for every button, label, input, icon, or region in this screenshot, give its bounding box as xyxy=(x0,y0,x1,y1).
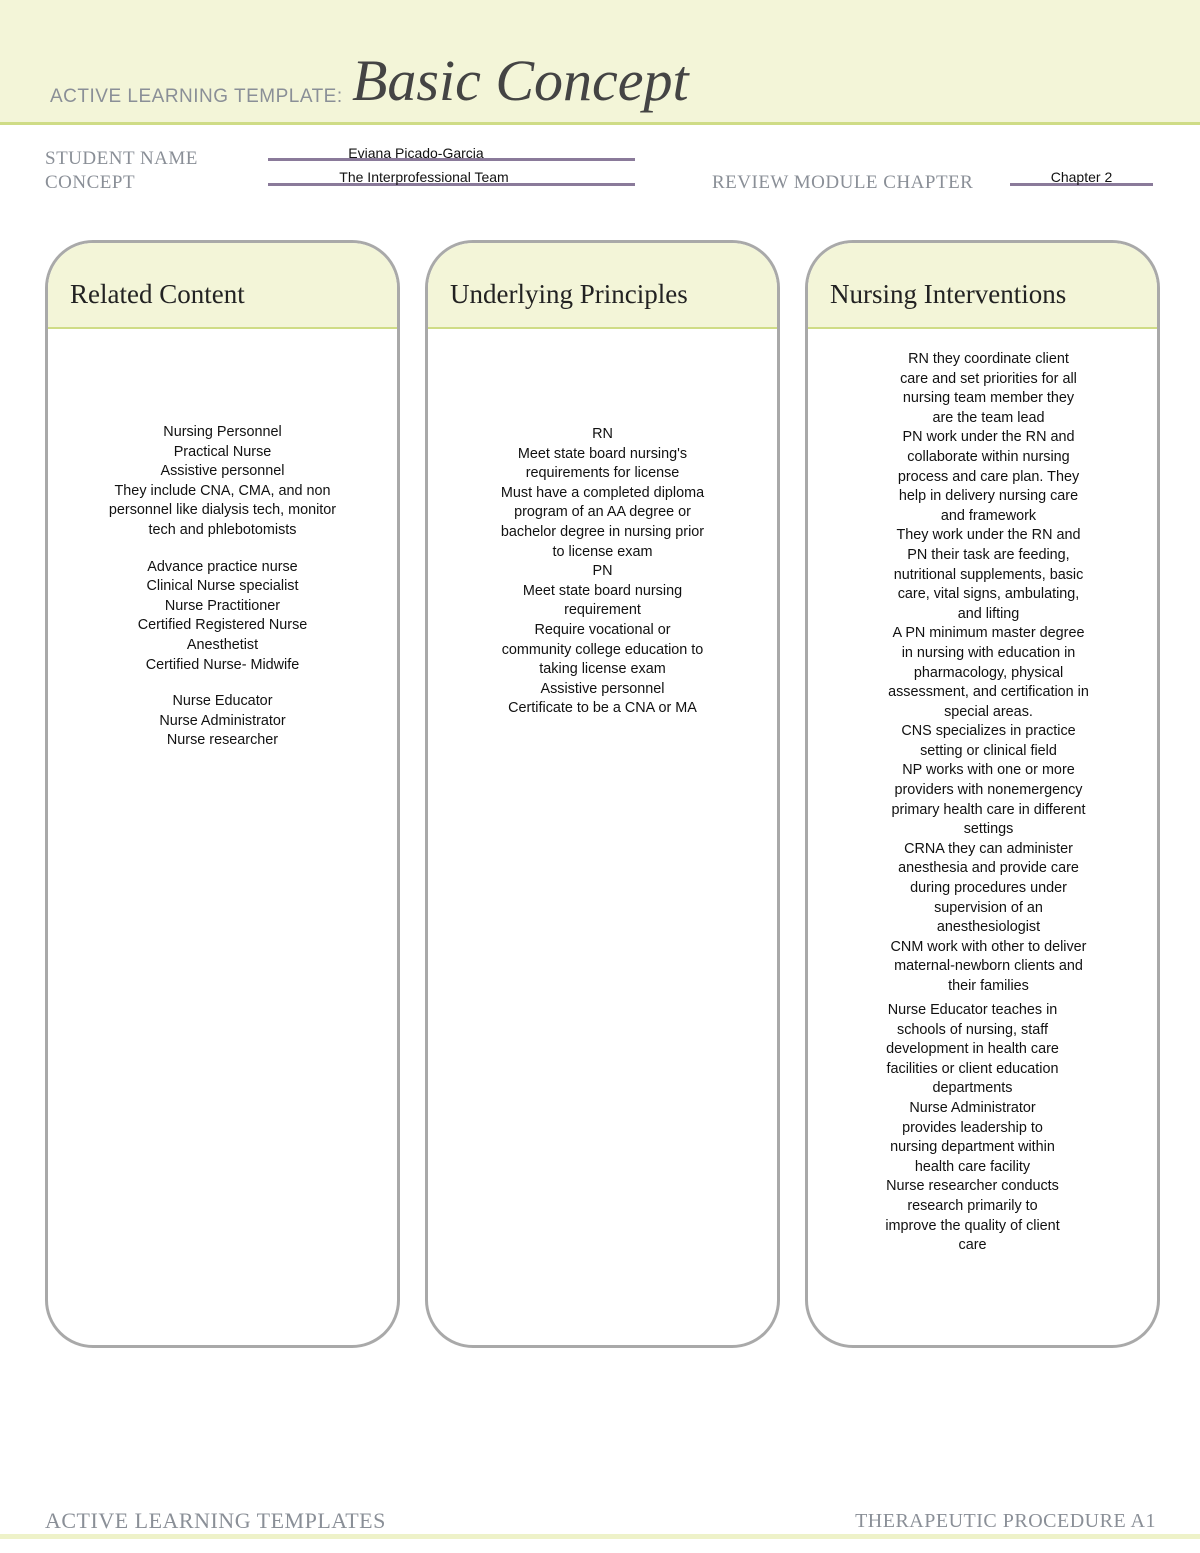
text-line: Certificate to be a CNA or MA xyxy=(508,700,697,717)
text-line: their families xyxy=(948,978,1029,994)
text-line: nursing department within xyxy=(890,1139,1055,1156)
text-line: Meet state board nursing's xyxy=(517,445,688,462)
text-line: They work under the RN and xyxy=(896,527,1081,544)
text-line: A PN minimum master degree xyxy=(892,625,1085,642)
footer-procedure-code: THERAPEUTIC PROCEDURE A1 xyxy=(855,1510,1156,1532)
text-line: Nurse researcher conducts xyxy=(886,1178,1059,1195)
concept-field[interactable]: The Interprofessional Team xyxy=(339,169,509,185)
text-line: research primarily to xyxy=(907,1197,1038,1214)
text-line: supervision of an xyxy=(934,899,1043,916)
text-line: anesthesiologist xyxy=(936,919,1041,936)
text-line: PN xyxy=(592,563,613,580)
text-line: primary health care in different xyxy=(891,801,1086,818)
text-line: care and set priorities for all xyxy=(900,370,1077,387)
nursing-interventions-body-continued[interactable] xyxy=(805,1001,1147,1256)
text-line: pharmacology, physical xyxy=(913,664,1064,681)
student-name-label: STUDENT NAME xyxy=(45,148,198,169)
text-line: Nurse Practitioner xyxy=(164,597,281,614)
text-line: requirement xyxy=(564,602,641,619)
text-line: community college education to xyxy=(501,641,704,658)
text-line: PN work under the RN and xyxy=(902,429,1075,446)
text-line: anesthesia and provide care xyxy=(898,860,1079,877)
text-line: Certified Nurse- Midwife xyxy=(145,656,300,673)
text-line: care, vital signs, ambulating, xyxy=(897,586,1080,603)
text-line: Nursing Personnel xyxy=(163,424,282,440)
text-line: and lifting xyxy=(957,605,1020,622)
text-line: provides leadership to xyxy=(902,1119,1043,1136)
text-line: taking license exam xyxy=(539,661,666,678)
text-line: settings xyxy=(963,821,1014,838)
text-line: Nurse Administrator xyxy=(909,1099,1036,1116)
text-line: assessment, and certification in xyxy=(888,684,1089,701)
text-line: Assistive personnel xyxy=(160,463,285,480)
text-line: providers with nonemergency xyxy=(894,782,1083,799)
underlying-principles-header xyxy=(428,243,777,329)
text-line: Meet state board nursing xyxy=(522,582,683,599)
text-line: process and care plan. They xyxy=(897,468,1080,485)
text-line: special areas. xyxy=(944,703,1033,720)
text-line: during procedures under xyxy=(910,880,1067,897)
header-band xyxy=(0,0,1200,125)
template-label: ACTIVE LEARNING TEMPLATE: xyxy=(50,86,343,107)
text-line: program of an AA degree or xyxy=(514,504,691,521)
text-line: RN they coordinate client xyxy=(908,351,1069,367)
underlying-principles-body[interactable] xyxy=(428,425,777,719)
text-line: and framework xyxy=(940,507,1037,524)
text-line: departments xyxy=(932,1080,1013,1097)
text-line: health care facility xyxy=(914,1158,1031,1175)
related-content-title: Related Content xyxy=(70,279,245,309)
text-line: Nurse Administrator xyxy=(159,712,286,729)
text-line: Must have a completed diploma xyxy=(500,484,705,501)
page-title: Basic Concept xyxy=(352,48,689,113)
text-line: Practical Nurse xyxy=(173,443,272,460)
chapter-label: REVIEW MODULE CHAPTER xyxy=(712,172,974,193)
related-content-card xyxy=(45,240,400,1348)
text-line: PN their task are feeding, xyxy=(907,546,1070,563)
group-spacer xyxy=(48,675,397,692)
text-line: Certified Registered Nurse xyxy=(137,617,308,634)
text-line: help in delivery nursing care xyxy=(898,488,1079,505)
text-line: to license exam xyxy=(552,543,653,560)
related-content-body[interactable] xyxy=(48,423,397,751)
text-line: schools of nursing, staff xyxy=(897,1021,1048,1038)
related-content-header xyxy=(48,243,397,329)
footer-template-name: ACTIVE LEARNING TEMPLATES xyxy=(45,1508,386,1533)
nursing-interventions-body[interactable] xyxy=(814,350,1160,997)
text-line: Require vocational or xyxy=(534,621,671,638)
text-line: NP works with one or more xyxy=(902,762,1075,779)
student-name-field[interactable]: Eviana Picado-Garcia xyxy=(348,145,484,161)
nursing-interventions-card xyxy=(805,240,1160,1348)
text-line: development in health care xyxy=(886,1041,1059,1058)
text-line: They include CNA, CMA, and non xyxy=(114,482,331,499)
text-line: maternal-newborn clients and xyxy=(894,958,1083,975)
text-line: Nurse Educator xyxy=(172,693,273,710)
text-line: are the team lead xyxy=(932,409,1045,426)
text-line: requirements for license xyxy=(525,465,680,482)
chapter-field[interactable]: Chapter 2 xyxy=(1050,169,1113,185)
text-line: Advance practice nurse xyxy=(147,558,298,575)
text-line: nursing team member they xyxy=(902,390,1075,407)
underlying-principles-card xyxy=(425,240,780,1348)
nursing-interventions-title: Nursing Interventions xyxy=(830,279,1067,309)
text-line: Anesthetist xyxy=(186,636,259,653)
text-line: CNM work with other to deliver xyxy=(890,938,1087,955)
text-line: collaborate within nursing xyxy=(907,448,1070,465)
text-line: Assistive personnel xyxy=(540,680,665,697)
text-line: personnel like dialysis tech, monitor xyxy=(108,502,337,519)
text-line: RN xyxy=(592,426,613,442)
text-line: tech and phlebotomists xyxy=(148,521,297,538)
text-line: CNS specializes in practice xyxy=(901,723,1076,740)
text-line: in nursing with education in xyxy=(901,644,1076,661)
concept-label: CONCEPT xyxy=(45,172,136,193)
text-line: facilities or client education xyxy=(886,1060,1059,1077)
group-spacer xyxy=(48,541,397,558)
text-line: care xyxy=(958,1237,987,1254)
text-line: Nurse Educator teaches in xyxy=(887,1002,1058,1018)
text-line: nutritional supplements, basic xyxy=(893,566,1084,583)
text-line: CRNA they can administer xyxy=(904,840,1073,857)
nursing-interventions-header xyxy=(808,243,1157,329)
text-line: Clinical Nurse specialist xyxy=(146,578,299,595)
underlying-principles-title: Underlying Principles xyxy=(450,279,688,309)
text-line: setting or clinical field xyxy=(920,742,1057,759)
footer-rule xyxy=(0,1534,1200,1539)
text-line: improve the quality of client xyxy=(885,1217,1060,1234)
text-line: Nurse researcher xyxy=(166,732,279,749)
text-line: bachelor degree in nursing prior xyxy=(500,523,705,540)
